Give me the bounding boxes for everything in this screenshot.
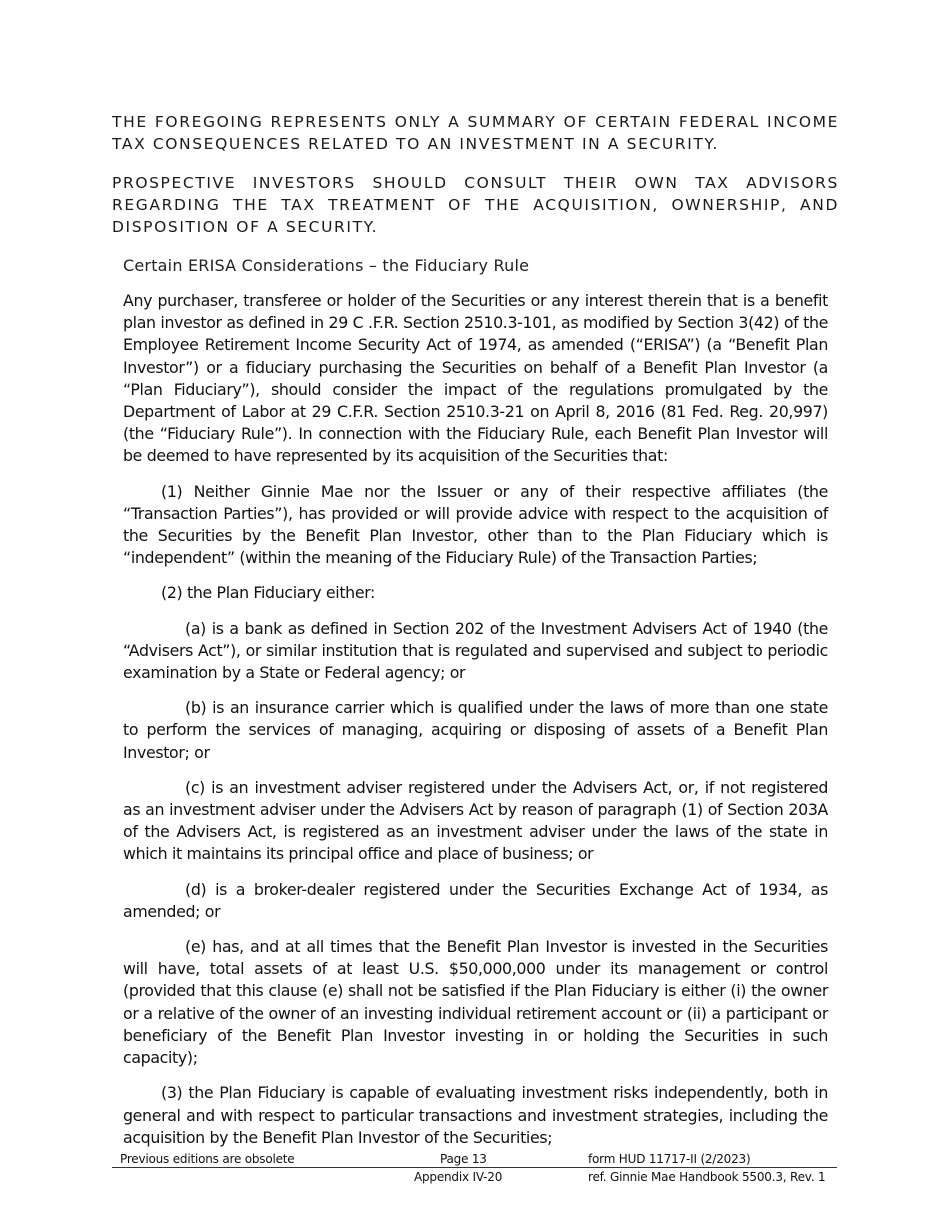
representation-3: (3) the Plan Fiduciary is capable of evaluating investment risks independently, both in general and with respect to particular transactions and investment strategies, including the acquisition by the Benefit Plan Investor of the Securities; <box>123 1083 828 1147</box>
representation-2d: (d) is a broker-dealer registered under the Securities Exchange Act of 1934, as amended; or <box>123 879 828 921</box>
section-heading: Certain ERISA Considerations – the Fiduciary Rule <box>123 256 530 275</box>
representation-1: (1) Neither Ginnie Mae nor the Issuer or any of their respective affiliates (the “Transaction Parties”), has provided or will provide advice with respect to the acquisition of the Securities by the Benefit Plan Investor, other than to the Plan Fiduciary which is “independent” (within the meaning of the Fiduciary Rule) of the Transaction Parties; <box>123 481 828 568</box>
footer-page-number: Page 13 <box>440 1152 487 1166</box>
footer-appendix: Appendix IV-20 <box>414 1170 503 1184</box>
erisa-section <box>123 255 828 1162</box>
tax-summary-notice: THE FOREGOING REPRESENTS ONLY A SUMMARY OF CERTAIN FEDERAL INCOME TAX CONSEQUENCES RELATED TO AN INVESTMENT IN A SECURITY. <box>112 113 839 153</box>
representation-2a: (a) is a bank as defined in Section 202 of the Investment Advisers Act of 1940 (the “Advisers Act”), or similar institution that is regulated and supervised and subject to periodic examination by a State or Federal agency; or <box>123 618 828 683</box>
representation-2b: (b) is an insurance carrier which is qualified under the laws of more than one state to perform the services of managing, acquiring or disposing of assets of a Benefit Plan Investor; or <box>123 698 828 762</box>
representation-2e: (e) has, and at all times that the Benefit Plan Investor is invested in the Securities will have, total assets of at least U.S. $50,000,000 under its management or control (provided that this clause (e) shall not be satisfied if the Plan Fiduciary is either (i) the owner or a relative of the owner of an investing individual retirement account or (ii) a participant or beneficiary of the Benefit Plan Investor investing in or holding the Securities in such capacity); <box>123 937 828 1068</box>
representation-2c: (c) is an investment adviser registered under the Advisers Act, or, if not registered as an investment adviser under the Advisers Act by reason of paragraph (1) of Section 203A of the Advisers Act, is registered as an investment adviser under the laws of the state in which it maintains its principal office and place of business; or <box>123 777 828 864</box>
footer-form-id: form HUD 11717-II (2/2023) <box>588 1152 751 1166</box>
intro-paragraph: Any purchaser, transferee or holder of the Securities or any interest therein that is a benefit plan investor as defined in 29 C .F.R. Section 2510.3-101, as modified by Section 3(42) of the Employee Retirement Income Security Act of 1974, as amended (“ERISA”) (a “Benefit Plan Investor”) or a fiduciary purchasing the Securities on behalf of a Benefit Plan Investor (a “Plan Fiduciary”), should consider the impact of the regulations promulgated by the Department of Labor at 29 C.F.R. Section 2510.3-21 on April 8, 2016 (81 Fed. Reg. 20,997) (the “Fiduciary Rule”). In connection with the Fiduciary Rule, each Benefit Plan Investor will be deemed to have represented by its acquisition of the Securities that: <box>123 291 828 466</box>
representation-2: (2) the Plan Fiduciary either: <box>161 583 376 603</box>
page-footer <box>112 1150 837 1190</box>
footer-rule <box>112 1167 837 1168</box>
consult-advisors-notice: PROSPECTIVE INVESTORS SHOULD CONSULT THEIR OWN TAX ADVISORS REGARDING THE TAX TREATMENT OF THE ACQUISITION, OWNERSHIP, AND DISPOSITION OF A SECURITY. <box>112 174 839 236</box>
footer-obsolete-note: Previous editions are obsolete <box>120 1152 295 1166</box>
footer-handbook-reference: ref. Ginnie Mae Handbook 5500.3, Rev. 1 <box>588 1170 826 1184</box>
